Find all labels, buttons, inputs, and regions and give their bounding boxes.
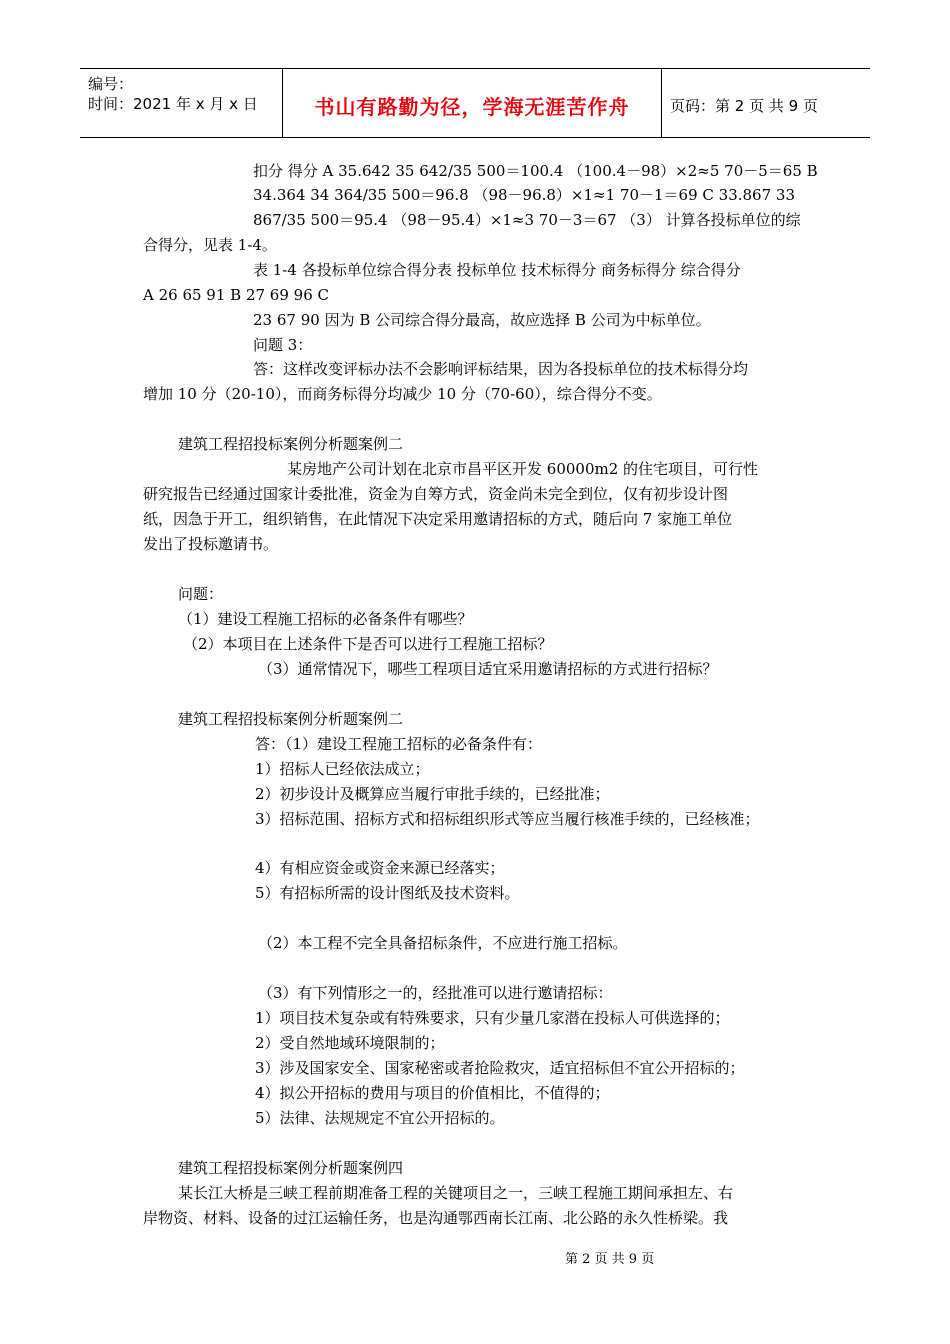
section-heading: 建筑工程招投标案例分析题案例二 bbox=[178, 435, 404, 453]
question-item: （1）建设工程施工招标的必备条件有哪些？ bbox=[178, 610, 473, 628]
body-line: 某房地产公司计划在北京市昌平区开发 60000m2 的住宅项目，可行性 bbox=[287, 460, 759, 478]
list-item: 5）法律、法规规定不宜公开招标的。 bbox=[255, 1109, 505, 1127]
page-footer: 第 2 页 共 9 页 bbox=[565, 1252, 655, 1267]
list-item: 3）涉及国家安全、国家秘密或者抢险救灾，适宜招标但不宜公开招标的； bbox=[255, 1059, 745, 1077]
list-item: 3）招标范围、招标方式和招标组织形式等应当履行核准手续的，已经核准； bbox=[255, 810, 760, 828]
document-date-label: 时间：2021 年 x 月 x 日 bbox=[88, 95, 258, 113]
question-item: （2）本项目在上述条件下是否可以进行工程施工招标？ bbox=[183, 635, 553, 653]
list-item: 2）初步设计及概算应当履行审批手续的，已经批准； bbox=[255, 785, 610, 803]
body-line: 扣分 得分 A 35.642 35 642/35 500＝100.4 （100.4－98）×2≈5 70－5＝65 B bbox=[253, 162, 818, 180]
body-line: 问题 3： bbox=[253, 336, 313, 354]
body-line: 纸，因急于开工，组织销售，在此情况下决定采用邀请招标的方式，随后向 7 家施工单位 bbox=[143, 510, 733, 528]
answer-line: （2）本工程不完全具备招标条件，不应进行施工招标。 bbox=[258, 934, 628, 952]
body-line: 答：这样改变评标办法不会影响评标结果，因为各投标单位的技术标得分均 bbox=[253, 360, 749, 378]
list-item: 1）项目技术复杂或有特殊要求，只有少量几家潜在投标人可供选择的； bbox=[255, 1009, 730, 1027]
body-line: A 26 65 91 B 27 69 96 C bbox=[143, 286, 329, 304]
body-line: 23 67 90 因为 B 公司综合得分最高，故应选择 B 公司为中标单位。 bbox=[253, 311, 711, 329]
question-item: （3）通常情况下，哪些工程项目适宜采用邀请招标的方式进行招标？ bbox=[258, 660, 718, 678]
list-item: 2）受自然地域环境限制的； bbox=[255, 1034, 445, 1052]
answer-line: 答：（1）建设工程施工招标的必备条件有： bbox=[255, 735, 543, 753]
list-item: 5）有招标所需的设计图纸及技术资料。 bbox=[255, 884, 520, 902]
body-line: 867/35 500＝95.4 （98－95.4）×1≈3 70－3＝67 （3） 计算各投标单位的综 bbox=[253, 211, 801, 229]
body-line: 34.364 34 364/35 500＝96.8 （98－96.8）×1≈1 70－1＝69 C 33.867 33 bbox=[253, 186, 795, 204]
body-line: 增加 10 分（20-10），而商务标得分均减少 10 分（70-60），综合得分不变。 bbox=[143, 385, 662, 403]
section-heading: 建筑工程招投标案例分析题案例四 bbox=[178, 1159, 404, 1177]
list-item: 4）拟公开招标的费用与项目的价值相比，不值得的； bbox=[255, 1084, 610, 1102]
section-heading: 建筑工程招投标案例分析题案例二 bbox=[178, 710, 404, 728]
body-line: 研究报告已经通过国家计委批准，资金为自筹方式，资金尚未完全到位，仅有初步设计图 bbox=[143, 485, 729, 503]
body-line: 发出了投标邀请书。 bbox=[143, 535, 279, 553]
body-line: 合得分，见表 1-4。 bbox=[143, 236, 277, 254]
body-line: 某长江大桥是三峡工程前期准备工程的关键项目之一，三峡工程施工期间承担左、右 bbox=[178, 1184, 734, 1202]
page-header bbox=[80, 68, 870, 138]
answer-line: （3）有下列情形之一的，经批准可以进行邀请招标： bbox=[258, 984, 613, 1002]
list-item: 4）有相应资金或资金来源已经落实； bbox=[255, 859, 505, 877]
question-label: 问题： bbox=[178, 585, 224, 603]
document-number-label: 编号： bbox=[88, 75, 134, 93]
body-line: 表 1-4 各投标单位综合得分表 投标单位 技术标得分 商务标得分 综合得分 bbox=[253, 261, 741, 279]
header-motto: 书山有路勤为径，学海无涯苦作舟 bbox=[314, 95, 630, 119]
header-page-label: 页码：第 2 页 共 9 页 bbox=[670, 97, 818, 115]
body-line: 岸物资、材料、设备的过江运输任务，也是沟通鄂西南长江南、北公路的永久性桥梁。我 bbox=[143, 1209, 729, 1227]
header-motto-cell bbox=[282, 69, 662, 137]
list-item: 1）招标人已经依法成立； bbox=[255, 760, 430, 778]
header-left-cell bbox=[80, 69, 282, 137]
header-page-cell bbox=[662, 69, 870, 137]
